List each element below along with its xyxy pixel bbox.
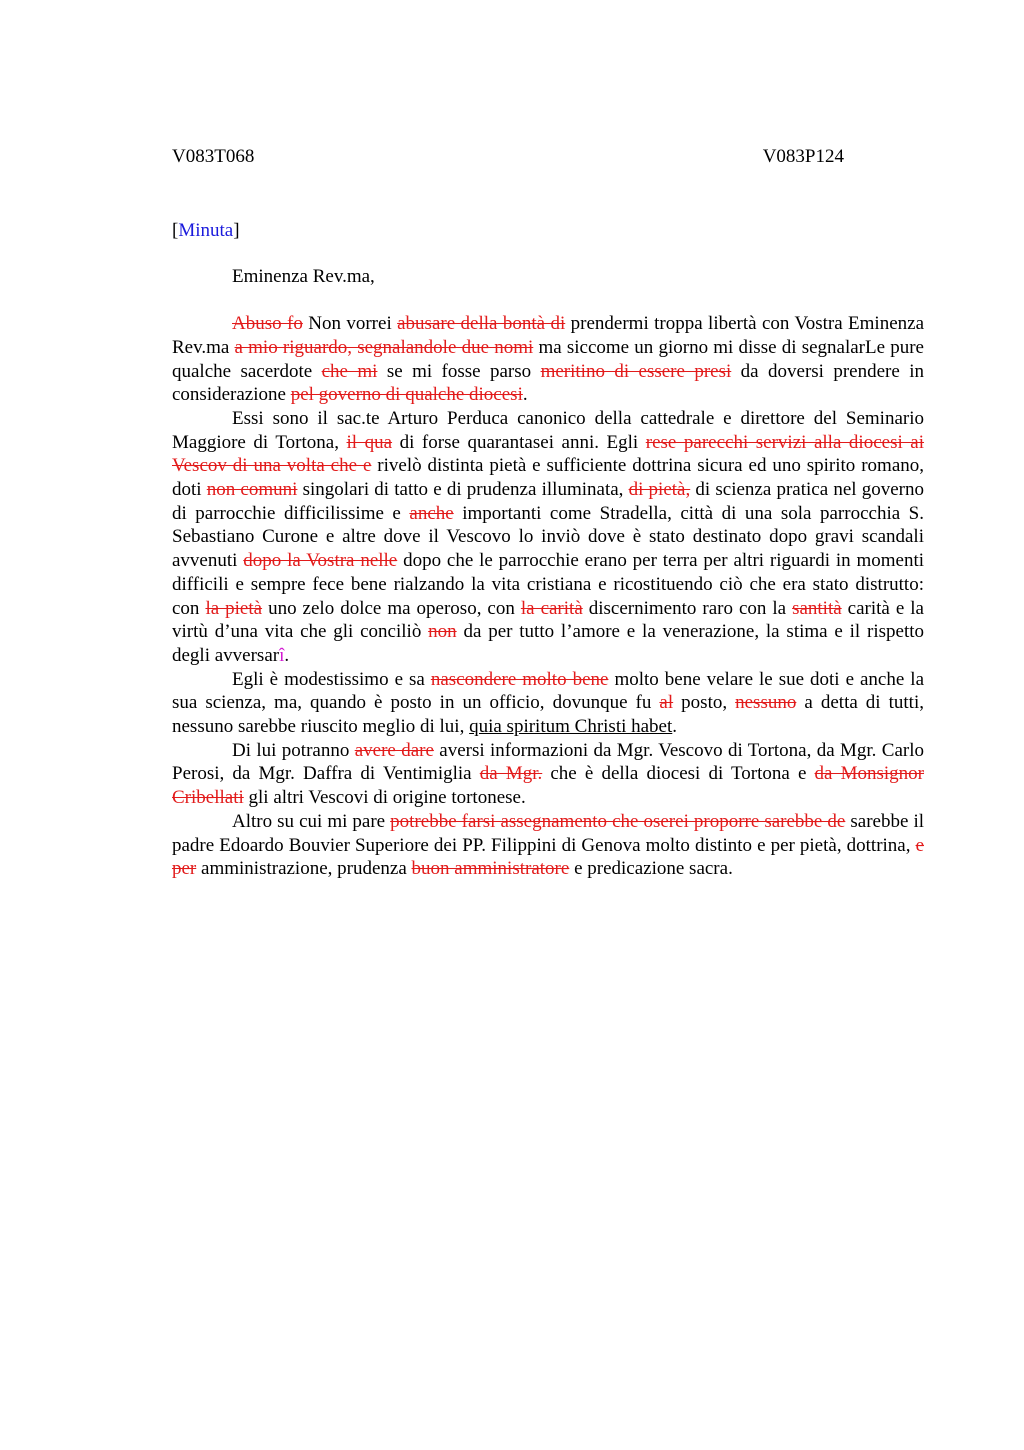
document-header (172, 145, 844, 169)
text-segment: gli altri Vescovi di origine tortonese. (243, 787, 526, 809)
text-segment: amministrazione, prudenza (196, 858, 412, 880)
text-segment: da per tutto l’amore e la venerazione, la stima e il rispetto degli avversar (172, 621, 925, 666)
deleted-text: anche (409, 502, 454, 524)
salutation: Eminenza Rev.ma, (232, 266, 375, 288)
text-segment: e predicazione sacra. (569, 858, 733, 880)
text-segment: Di lui potranno (232, 739, 355, 761)
deleted-text: al (659, 692, 674, 714)
text-segment: Essi sono il sac.te Arturo Perduca canonico della cattedrale e direttore del Seminario Maggiore di Tortona, (172, 407, 924, 453)
minuta-open-bracket: [ (172, 219, 179, 241)
deleted-text: non (428, 621, 457, 643)
text-segment: importanti come Stradella, città di una sola parrocchia S. Sebastiano Curone e altre dove il Vescovo lo inviò dove è stato destinato dopo gravi scandali avvenuti (172, 502, 924, 572)
document-code-left: V083T068 (172, 146, 255, 167)
deleted-text: e per (172, 834, 924, 880)
deleted-text: il qua (346, 431, 393, 453)
deleted-text: rese parecchi servizi alla diocesi ai Vescov di una volta che e (172, 431, 925, 477)
text-segment: Non vorrei (302, 313, 398, 335)
text-segment: Egli è modestissimo e sa (232, 668, 431, 690)
text-segment: singolari di tatto e di prudenza illuminata, (297, 479, 629, 501)
underlined-quote: quia spiritum Christi habet (469, 716, 673, 738)
deleted-text: non comuni (206, 479, 298, 501)
deleted-text: meritino di essere presi (540, 360, 732, 382)
deleted-text: da Monsignor Cribellati (172, 763, 925, 809)
deleted-text: da Mgr. (479, 763, 543, 785)
deleted-text: buon amministratore (411, 858, 570, 880)
document-code-right: V083P124 (762, 146, 844, 167)
deleted-text: avere dare (354, 739, 434, 761)
text-segment: ma siccome un giorno mi disse di segnalarLe pure qualche sacerdote (172, 336, 924, 382)
letter-paragraph (172, 668, 924, 739)
text-segment: prendermi troppa libertà con Vostra Eminenza Rev.ma (172, 313, 925, 358)
deleted-text: santità (792, 597, 842, 619)
text-segment: rivelò distinta pietà e sufficiente dottrina sicura ed uno spirito romano, doti (172, 455, 924, 501)
text-segment: sarebbe il padre Edoardo Bouvier Superiore dei PP. Filippini di Genova molto distinto e per pietà, dottrina, (172, 810, 924, 856)
letter-paragraph (172, 312, 924, 407)
deleted-text: Abuso fo (232, 313, 303, 335)
deleted-text: dopo la Vostra nelle (243, 550, 398, 572)
text-segment: dopo che le parrocchie erano per terra per altri riguardi in momenti difficili e sempre fece bene rialzando la vita cristiana e ricostituendo ciò che era stato distrutto: con (172, 550, 925, 619)
document-page (172, 145, 924, 881)
deleted-text: a mio riguardo, segnalandole due nomi (234, 336, 534, 358)
deleted-text: che mi (321, 360, 378, 382)
text-segment: . (284, 644, 290, 666)
text-segment: a detta di tutti, nessuno sarebbe riuscito meglio di lui, (172, 692, 924, 738)
text-segment: discernimento raro con la (582, 597, 793, 619)
text-segment: se mi fosse parso (377, 360, 541, 382)
deleted-text: di pietà, (628, 479, 691, 501)
minuta-close-bracket: ] (233, 219, 240, 241)
deleted-text: pel governo di qualche diocesi (290, 384, 523, 406)
text-segment: molto bene velare le sue doti e anche la sua scienza, ma, quando è posto in un officio, dovunque fu (172, 668, 924, 714)
letter-paragraph (172, 739, 924, 810)
letter-body (172, 312, 924, 881)
minuta-label (172, 219, 924, 243)
deleted-text: abusare della bontà di (397, 313, 566, 335)
deleted-text: potrebbe farsi assegnamento che oserei proporre sarebbe de (390, 810, 846, 832)
letter-paragraph (172, 407, 924, 668)
text-segment: di forse quarantasei anni. Egli (392, 431, 646, 453)
insertion-mark: î (279, 644, 285, 666)
deleted-text: nessuno (735, 692, 797, 714)
text-segment: da doversi prendere in considerazione (172, 360, 924, 406)
deleted-text: la pietà (205, 597, 263, 619)
minuta-text: Minuta (178, 219, 234, 241)
text-segment: Altro su cui mi pare (232, 810, 391, 832)
text-segment: uno zelo dolce ma operoso, con (262, 597, 521, 619)
text-segment: aversi informazioni da Mgr. Vescovo di Tortona, da Mgr. Carlo Perosi, da Mgr. Daffra di Ventimiglia (172, 739, 924, 785)
letter-paragraph (172, 810, 924, 881)
text-segment: che è della diocesi di Tortona e (542, 763, 815, 785)
text-segment: posto, (673, 692, 736, 714)
text-segment: di scienza pratica nel governo di parrocchie difficilissime e (172, 479, 925, 524)
text-segment: . (522, 384, 528, 406)
deleted-text: la carità (520, 597, 583, 619)
text-segment: carità e la virtù d’una vita che gli conciliò (172, 597, 924, 643)
deleted-text: nascondere molto bene (430, 668, 609, 690)
text-segment: . (672, 716, 678, 738)
